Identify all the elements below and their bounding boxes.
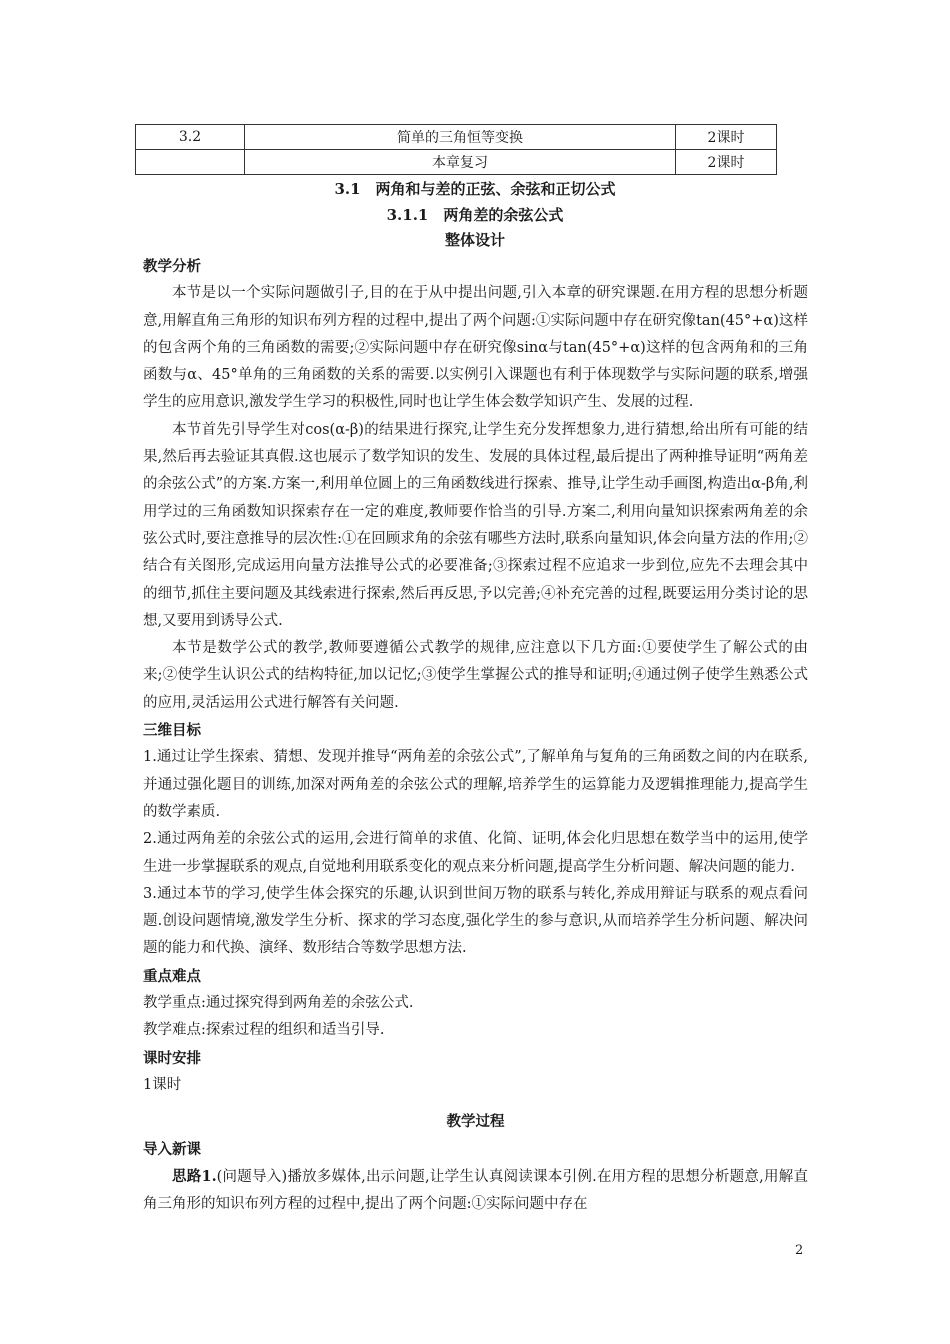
analysis-paragraph-1: 本节是以一个实际问题做引子,目的在于从中提出问题,引入本章的研究课题.在用方程的思想分析题意,用解直角三角形的知识布列方程的过程中,提出了两个问题:①实际问题中存在研究像tan(45°+α)这样的包含两个角的三角函数的需要;②实际问题中存在研究像sinα与tan(45°+α)这样的包含两角和的三角函数与α、45°单角的三角函数的关系的需要.以实例引入课题也有利于体现数学与实际问题的联系,增强学生的应用意识,激发学生学习的积极性,同时也让学生体会数学知识产生、发展的过程.	[143, 285, 808, 411]
subsection-title: 3.1.1 两角差的余弦公式	[386, 206, 564, 224]
section-title: 3.1 两角和与差的正弦、余弦和正切公式	[334, 180, 616, 198]
table-row	[136, 125, 777, 150]
table-cell-hours: 2课时	[676, 125, 777, 150]
idea-1-label: 思路1.	[172, 1167, 217, 1185]
table-row	[136, 150, 777, 175]
teaching-difficulty: 教学难点:探索过程的组织和适当引导.	[143, 1022, 385, 1039]
idea-1-paragraph	[143, 1163, 808, 1219]
table-cell-hours: 2课时	[676, 150, 777, 175]
overall-design-title: 整体设计	[444, 231, 505, 249]
table-cell-number: 3.2	[136, 125, 245, 150]
schedule-table	[135, 124, 777, 175]
intro-heading: 导入新课	[143, 1140, 201, 1158]
teaching-analysis-heading: 教学分析	[143, 258, 201, 275]
analysis-paragraph-2: 本节首先引导学生对cos(α-β)的结果进行探究,让学生充分发挥想象力,进行猜想,给出所有可能的结果,然后再去验证其真假.这也展示了数学知识的发生、发展的具体过程,最后提出了两种推导证明“两角差的余弦公式”的方案.方案一,利用单位圆上的三角函数线进行探索、推导,让学生动手画图,构造出α-β角,利用学过的三角函数知识探索存在一定的难度,教师要作恰当的引导.方案二,利用向量知识探索两角差的余弦公式时,要注意推导的层次性:①在回顾求角的余弦有哪些方法时,联系向量知识,体会向量方法的作用;②结合有关图形,完成运用向量方法推导公式的必要准备;③探索过程不应追求一步到位,应先不去理会其中的细节,抓住主要问题及其线索进行探索,然后再反思,予以完善;④补充完善的过程,既要运用分类讨论的思想,又要用到诱导公式.	[143, 421, 808, 629]
spacer	[143, 1099, 808, 1108]
goal-item-2: 2.通过两角差的余弦公式的运用,会进行简单的求值、化简、证明,体会化归思想在数学当中的运用,使学生进一步掌握联系的观点,自觉地利用联系变化的观点来分析问题,提高学生分析问题、解决问题的能力.	[143, 831, 808, 875]
three-goals-heading: 三维目标	[143, 722, 201, 740]
analysis-paragraph-3: 本节是数学公式的教学,教师要遵循公式教学的规律,应注意以下几方面:①要使学生了解公式的由来;②使学生认识公式的结构特征,加以记忆;③使学生掌握公式的推导和证明;④通过例子使学生熟悉公式的应用,灵活运用公式进行解答有关问题.	[143, 640, 808, 711]
class-schedule-value: 1课时	[143, 1076, 182, 1093]
table-cell-number	[136, 150, 245, 175]
goal-item-1: 1.通过让学生探索、猜想、发现并推导“两角差的余弦公式”,了解单角与复角的三角函数之间的内在联系,并通过强化题目的训练,加深对两角差的余弦公式的理解,培养学生的运算能力及逻辑推理能力,提高学生的数学素质.	[143, 749, 808, 820]
goal-item-3: 3.通过本节的学习,使学生体会探究的乐趣,认识到世间万物的联系与转化,养成用辩证与联系的观点看问题.创设问题情境,激发学生分析、探求的学习态度,强化学生的参与意识,从而培养学生分析问题、解决问题的能力和代换、演绎、数形结合等数学思想方法.	[143, 885, 808, 957]
page-number: 2	[795, 1243, 804, 1258]
class-schedule-heading: 课时安排	[143, 1049, 201, 1067]
table-cell-topic: 简单的三角恒等变换	[245, 125, 676, 150]
idea-1-text: (问题导入)播放多媒体,出示问题,让学生认真阅读课本引例.在用方程的思想分析题意,用解直角三角形的知识布列方程的过程中,提出了两个问题:①实际问题中存在	[143, 1168, 809, 1213]
table-cell-topic: 本章复习	[245, 150, 676, 175]
teaching-focus: 教学重点:通过探究得到两角差的余弦公式.	[143, 995, 414, 1012]
main-content	[143, 253, 808, 1218]
teaching-process-heading: 教学过程	[446, 1113, 505, 1131]
key-points-heading: 重点难点	[143, 967, 201, 985]
